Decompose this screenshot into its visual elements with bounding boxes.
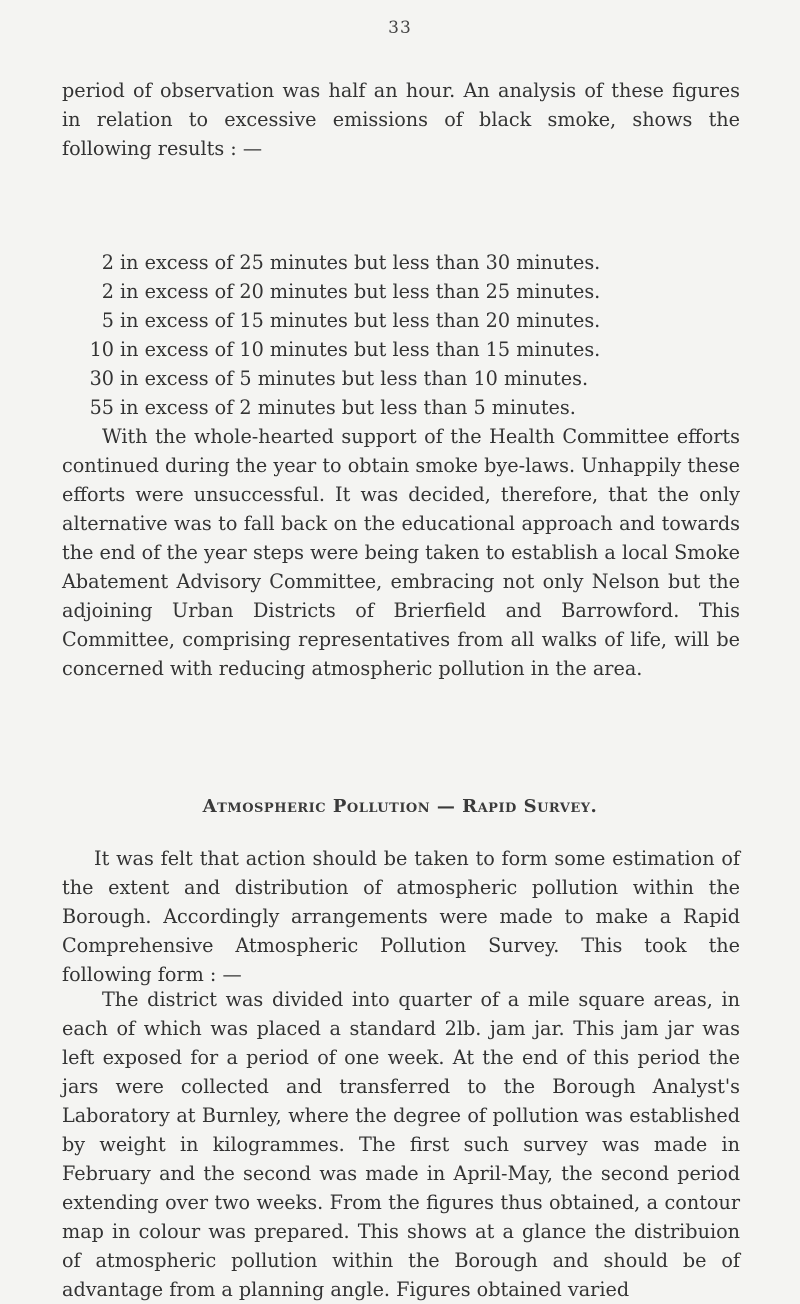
- list-item: [84, 306, 744, 335]
- result-count: 10: [89, 338, 114, 361]
- result-text: in excess of 5 minutes but less than 10 minutes.: [120, 367, 589, 390]
- result-text: in excess of 25 minutes but less than 30 minutes.: [120, 251, 601, 274]
- result-text: in excess of 10 minutes but less than 15 minutes.: [120, 338, 601, 361]
- result-text: in excess of 2 minutes but less than 5 minutes.: [120, 396, 576, 419]
- intro-paragraph: period of observation was half an hour. An analysis of these figures in relation to excessive emissions of black smoke, shows the following results : —: [62, 79, 740, 160]
- section-heading: Atmospheric Pollution — Rapid Survey.: [202, 796, 598, 817]
- result-count: 2: [101, 251, 114, 274]
- method-paragraph: The district was divided into quarter of a mile square areas, in each of which was placed a standard 2lb. jam jar. This jam jar was left exposed for a period of one week. At the end of this period the jars were collected and transferred to the Borough Analyst's Laboratory at Burnley, where the degree of pollution was established by weight in kilogrammes. The first such survey was made in February and the second was made in April-May, the second period extending over two weeks. From the figures thus obtained, a contour map in colour was prepared. This shows at a glance the distribuion of atmospheric pollution within the Borough and should be of advantage from a planning angle. Figures obtained varied: [62, 988, 740, 1301]
- result-text: in excess of 20 minutes but less than 25 minutes.: [120, 280, 601, 303]
- list-item: [84, 335, 744, 364]
- page-number: 33: [388, 18, 412, 38]
- list-item: [84, 393, 744, 422]
- list-item: [84, 364, 744, 393]
- result-count: 55: [89, 396, 114, 419]
- result-count: 2: [101, 280, 114, 303]
- survey-paragraph: It was felt that action should be taken to form some estimation of the extent and distribution of atmospheric pollution within the Borough. Accordingly arrangements were made to make a Rapid Comprehensive Atmospheric Pollution Survey. This took the following form : —: [62, 847, 740, 986]
- result-count: 5: [101, 309, 114, 332]
- result-text: in excess of 15 minutes but less than 20 minutes.: [120, 309, 601, 332]
- efforts-paragraph: With the whole-hearted support of the Health Committee efforts continued during the year to obtain smoke bye-laws. Unhappily these efforts were unsuccessful. It was decided, therefore, that the only alternative was to fall back on the educational approach and towards the end of the year steps were being taken to establish a local Smoke Abatement Advisory Committee, embracing not only Nelson but the adjoining Urban Districts of Brierfield and Barrowford. This Committee, comprising representatives from all walks of life, will be concerned with reducing atmospheric pollution in the area.: [62, 425, 740, 680]
- results-list: [84, 248, 744, 422]
- result-count: 30: [89, 367, 114, 390]
- list-item: [84, 248, 744, 277]
- list-item: [84, 277, 744, 306]
